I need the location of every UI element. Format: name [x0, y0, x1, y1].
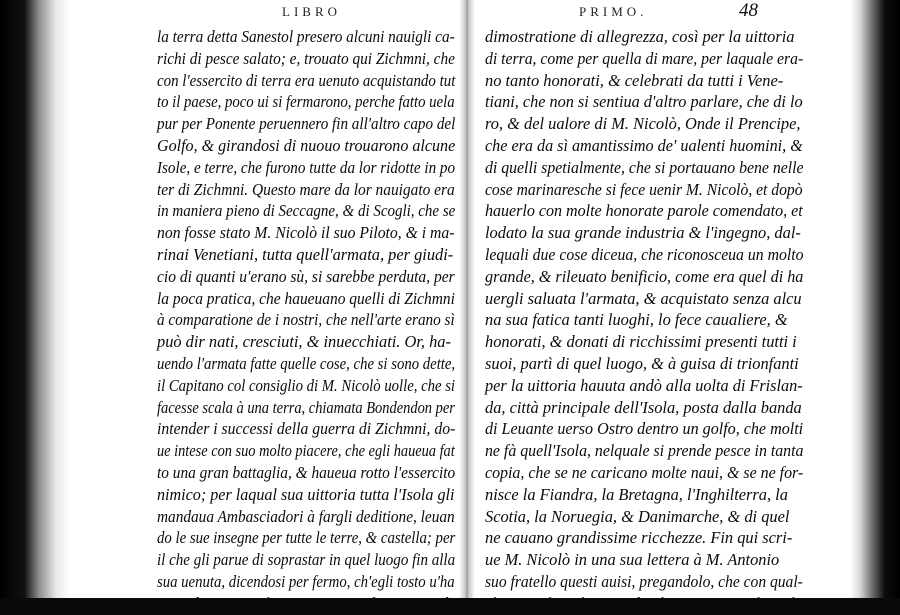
- text-line: non fosse stato M. Nicolò il suo Piloto, & i ma-: [157, 223, 455, 243]
- text-line: da, città principale dell'Isola, posta dalla banda: [485, 397, 802, 417]
- text-line: ter di Zichmni. Questo mare da lor nauigato era: [157, 179, 455, 199]
- text-line: la terra detta Sanestol presero alcuni nauigli ca-: [157, 27, 455, 46]
- text-line: può dir nati, cresciuti, & inuecchiati. Or, ha-: [157, 332, 451, 352]
- text-line: mandaua Ambasciadori à fargli deditione, leuan: [157, 506, 455, 526]
- left-page: [70, 0, 467, 613]
- text-line: Golfo, & girandosi di nuouo trouarono alcune: [157, 135, 456, 155]
- text-line: to il paese, poco ui si fermarono, perche fatto uela: [157, 92, 455, 112]
- text-line: ueua da essere. Al suo arriuare si fecero grande: [157, 593, 456, 613]
- right-page: [467, 0, 850, 613]
- text-line: Isole, e terre, che furono tutte da lor ridotte in po: [157, 157, 456, 177]
- text-line: la poca pratica, che haueuano quelli di Zichmni: [157, 288, 455, 308]
- text-line: di Leuante uerso Ostro dentro un golfo, che molti: [485, 419, 804, 439]
- right-page-text: [485, 26, 803, 615]
- text-line: tiani, che non si sentiua d'altro parlare, che di lo: [485, 92, 803, 112]
- text-line: di terra, come per quella di mare, per laquale era-: [485, 48, 804, 68]
- running-head-right: PRIMO.: [579, 4, 648, 19]
- text-line: ue intese con suo molto piacere, che egli haueua fat: [157, 441, 455, 461]
- text-line: che naue lo uolesse andar à trouare. Perche egli,: [485, 593, 804, 613]
- text-line: ue M. Nicolò in una sua lettera à M. Antonio: [485, 550, 780, 570]
- text-line: intender i successi della guerra di Zichmni, do-: [157, 419, 456, 439]
- text-line: uendo l'armata fatte quelle cose, che si sono dette,: [157, 353, 456, 373]
- text-line: lodato la sua grande industria & l'ingegno, dal-: [485, 223, 801, 243]
- text-line: no tanto honorati, & celebrati da tutti i Vene-: [485, 70, 784, 90]
- text-line: sua uenuta, dicendosi per fermo, ch'egli tosto u'ha: [157, 571, 455, 591]
- text-line: il Capitano col consiglio di M. Nicolò uolle, che si: [157, 375, 456, 395]
- running-head-left: LIBRO: [282, 4, 341, 19]
- right-book-edge: [850, 0, 900, 598]
- text-line: honorati, & donati di ricchissimi presenti tutti i: [485, 332, 797, 352]
- text-line: uergli saluata l'armata, & acquistato senza alcu: [485, 288, 802, 308]
- text-line: suo fratello questi auisi, pregandolo, che con qual-: [485, 571, 803, 591]
- page-number: 48: [739, 0, 758, 21]
- text-line: ne cauano grandissime ricchezze. Fin qui scri-: [485, 528, 793, 548]
- text-line: per la uittoria hauuta andò alla uolta di Frislan-: [485, 375, 803, 395]
- text-line: do le sue insegne per tutte le terre, & castella; per: [157, 528, 456, 548]
- text-line: richi di pesce salato; e, trouato qui Zichmni, che: [157, 48, 455, 68]
- left-book-edge: [0, 0, 70, 598]
- text-line: à comparatione de i nostri, che nell'arte erano sì: [157, 310, 455, 330]
- text-line: dimostratione di allegrezza, così per la uittoria: [485, 27, 795, 46]
- text-line: cio di quanti u'erano sù, si sarebbe perduta, per: [157, 266, 455, 286]
- text-line: ne fà quell'Isola, nelquale si prende pesce in tanta: [485, 441, 804, 461]
- text-line: il che gli parue di soprastar in quel luogo fin alla: [157, 550, 456, 570]
- left-page-text: [157, 26, 455, 615]
- text-line: lequali due cose diceua, che riconosceua un molto: [485, 244, 804, 264]
- book-gutter: [459, 0, 475, 598]
- text-line: nimico; per laqual sua uittoria tutta l'Isola gli: [157, 484, 455, 504]
- text-line: na sua fatica tanti luoghi, lo fece caualiere, &: [485, 310, 788, 330]
- text-line: ro, & del ualore di M. Nicolò, Onde il Prencipe,: [485, 114, 801, 134]
- text-line: copia, che se ne caricano molte naui, & se ne for-: [485, 462, 804, 482]
- text-line: di quelli spetialmente, che si portauano bene nelle: [485, 157, 804, 177]
- text-line: in maniera pieno di Seccagne, & di Scogli, che se: [157, 201, 456, 221]
- text-line: rinai Venetiani, tutta quell'armata, per giudi-: [157, 244, 454, 264]
- text-line: suoi, partì di quel luogo, & à guisa di trionfanti: [485, 353, 799, 373]
- text-line: facesse scala à una terra, chiamata Bondendon per: [157, 397, 455, 417]
- text-line: cose marinaresche si fece uenir M. Nicolò, et dopò: [485, 179, 803, 199]
- text-line: con l'essercito di terra era uenuto acquistando tut: [157, 70, 456, 90]
- text-line: nisce la Fiandra, la Bretagna, l'Inghilterra, la: [485, 484, 788, 504]
- text-line: hauerlo con molte honorate parole comendato, et: [485, 201, 803, 221]
- text-line: Scotia, la Noruegia, & Danimarche, & di quel: [485, 506, 790, 526]
- text-line: che era da sì amantissimo de' ualenti huomini, &: [485, 135, 803, 155]
- text-line: to una gran battaglia, & haueua rotto l'essercito: [157, 462, 456, 482]
- text-line: pur per Ponente peruennero fin all'altro capo del: [157, 114, 456, 134]
- text-line: grande, & rileuato benificio, come era quel di ha: [485, 266, 804, 286]
